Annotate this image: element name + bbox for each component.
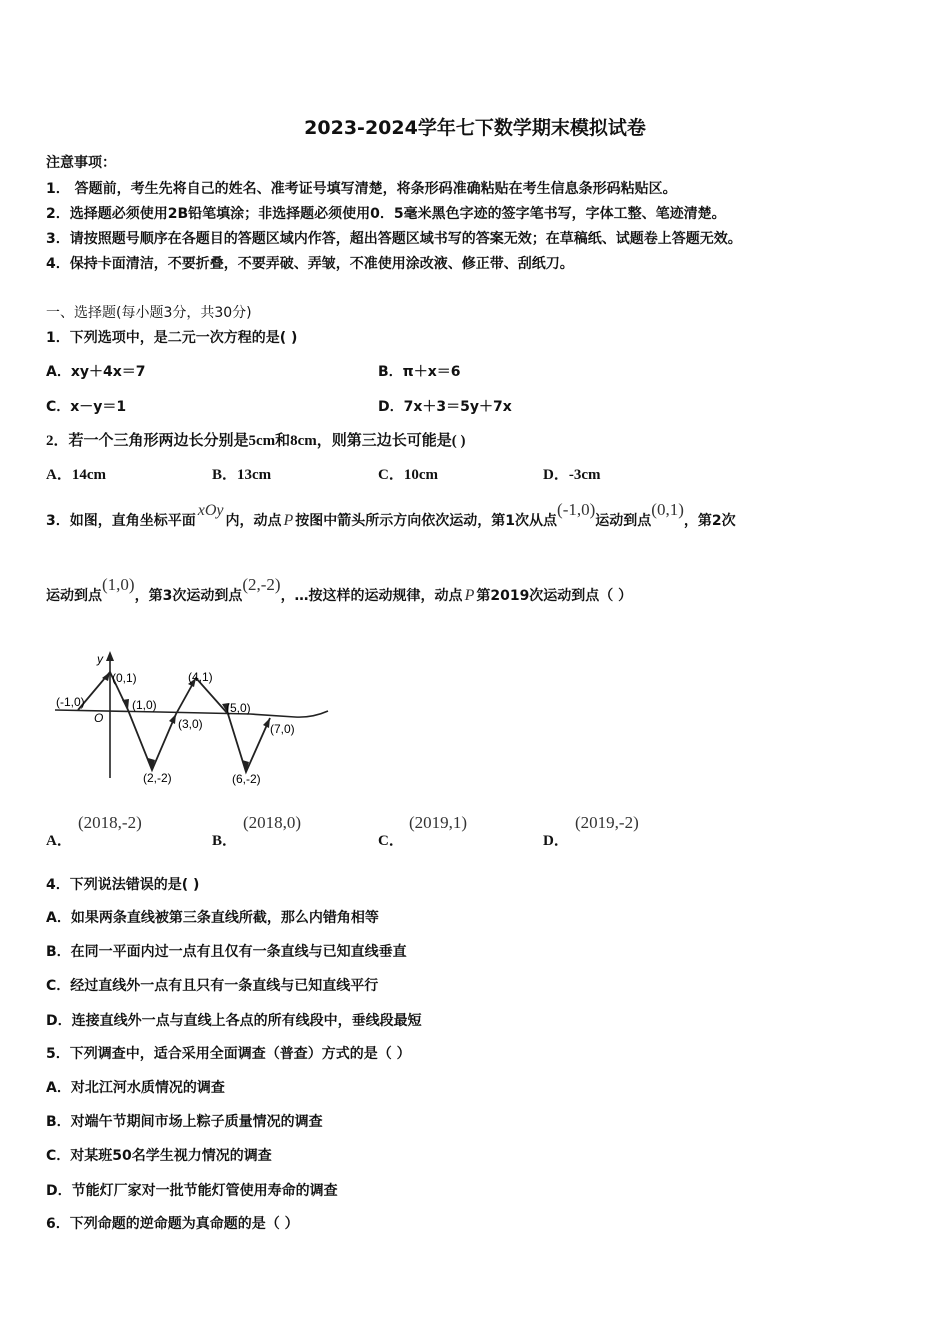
question-5-stem: 5．下列调查中，适合采用全面调查（普查）方式的是（ ） [46, 1046, 411, 1062]
notice-item: 4．保持卡面清洁，不要折叠，不要弄破、弄皱，不准使用涂改液、修正带、刮纸刀。 [46, 256, 574, 272]
notice-item: 3．请按照题号顺序在各题目的答题区域内作答，超出答题区域书写的答案无效；在草稿纸、试题卷上答题无效。 [46, 231, 742, 247]
q1-option-a: A．xy＋4x＝7 [46, 364, 146, 380]
section-heading: 一、选择题(每小题3分，共30分) [46, 305, 252, 321]
q3-option-c: (2019,1) [409, 813, 468, 832]
q1-option-d: D．7x＋3＝5y＋7x [378, 399, 512, 415]
q2-option-d: D．-3cm [543, 467, 601, 483]
q4-option-c: C．经过直线外一点有且只有一条直线与已知直线平行 [46, 978, 379, 994]
arrow-icon [169, 714, 176, 724]
q5-option-a: A．对北江河水质情况的调查 [46, 1080, 225, 1096]
q5-option-d: D．节能灯厂家对一批节能灯管使用寿命的调查 [46, 1183, 338, 1199]
q5-option-b: B．对端午节期间市场上粽子质量情况的调查 [46, 1114, 323, 1130]
point-label: (5,0) [226, 701, 251, 715]
notice-item: 1． 答题前，考生先将自己的姓名、准考证号填写清楚，将条形码准确粘贴在考生信息条形码粘贴区。 [46, 181, 677, 197]
point-math: (2,-2) [242, 575, 281, 594]
q3-option-d: (2019,-2) [575, 813, 639, 832]
question-4-stem: 4．下列说法错误的是( ) [46, 877, 200, 893]
q2-option-a: A．14cm [46, 467, 106, 483]
point-label: (0,1) [112, 671, 137, 685]
q3-option-b: (2018,0) [243, 813, 302, 832]
q4-option-a: A．如果两条直线被第三条直线所截，那么内错角相等 [46, 910, 379, 926]
q3-option-d-letter: D． [543, 833, 569, 849]
q2-option-c: C．10cm [378, 467, 438, 483]
q4-option-d: D．连接直线外一点与直线上各点的所有线段中，垂线段最短 [46, 1013, 422, 1029]
arrow-icon [122, 699, 129, 710]
origin-label: O [94, 711, 104, 725]
q3-option-b-letter: B． [212, 833, 238, 849]
point-label: (1,0) [132, 698, 157, 712]
notice-item: 2．选择题必须使用2B铅笔填涂；非选择题必须使用0．5毫米黑色字迹的签字笔书写，字体工整、笔迹清楚。 [46, 206, 726, 222]
page-title: 2023-2024学年七下数学期末模拟试卷 [304, 117, 646, 139]
notice-heading: 注意事项： [46, 155, 116, 171]
q3-option-a: (2018,-2) [78, 813, 142, 832]
point-label: (3,0) [178, 717, 203, 731]
arrow-icon [263, 718, 270, 728]
xoy-math: xOy [197, 502, 224, 519]
point-label: (-1,0) [56, 695, 85, 709]
question-1-stem: 1．下列选项中，是二元一次方程的是( ) [46, 330, 298, 346]
question-3-stem-line2: 运动到点(1,0)，第3次运动到点(2,-2)，…按这样的运动规律，动点 P 第2019次运动到点（ ） [46, 575, 633, 604]
point-math: (-1,0) [557, 500, 596, 519]
q1-option-b: B．π＋x＝6 [378, 364, 461, 380]
point-label: (6,-2) [232, 772, 261, 786]
q1-option-c: C．x－y＝1 [46, 399, 127, 415]
point-label: (4,1) [188, 670, 213, 684]
motion-diagram [50, 648, 335, 788]
q3-option-a-letter: A． [46, 833, 72, 849]
point-math: (0,1) [651, 500, 684, 519]
y-axis-arrow-icon [106, 651, 114, 661]
point-label: (7,0) [270, 722, 295, 736]
point-p-math: P [464, 587, 475, 604]
q5-option-c: C．对某班50名学生视力情况的调查 [46, 1148, 272, 1164]
question-6-stem: 6．下列命题的逆命题为真命题的是（ ） [46, 1216, 299, 1232]
q2-option-b: B．13cm [212, 467, 272, 483]
q4-option-b: B．在同一平面内过一点有且仅有一条直线与已知直线垂直 [46, 944, 407, 960]
point-math: (1,0) [102, 575, 135, 594]
point-p-math: P [283, 512, 294, 529]
question-3-stem-line1: 3．如图，直角坐标平面xOy内，动点 P 按图中箭头所示方向依次运动，第1次从点(-1,0)运动到点(0,1)，第2次 [46, 500, 736, 529]
question-2-stem: 2．若一个三角形两边长分别是5cm和8cm，则第三边长可能是( ) [46, 433, 466, 449]
point-label: (2,-2) [143, 771, 172, 785]
y-axis-label: y [97, 652, 103, 666]
q3-option-c-letter: C． [378, 833, 404, 849]
